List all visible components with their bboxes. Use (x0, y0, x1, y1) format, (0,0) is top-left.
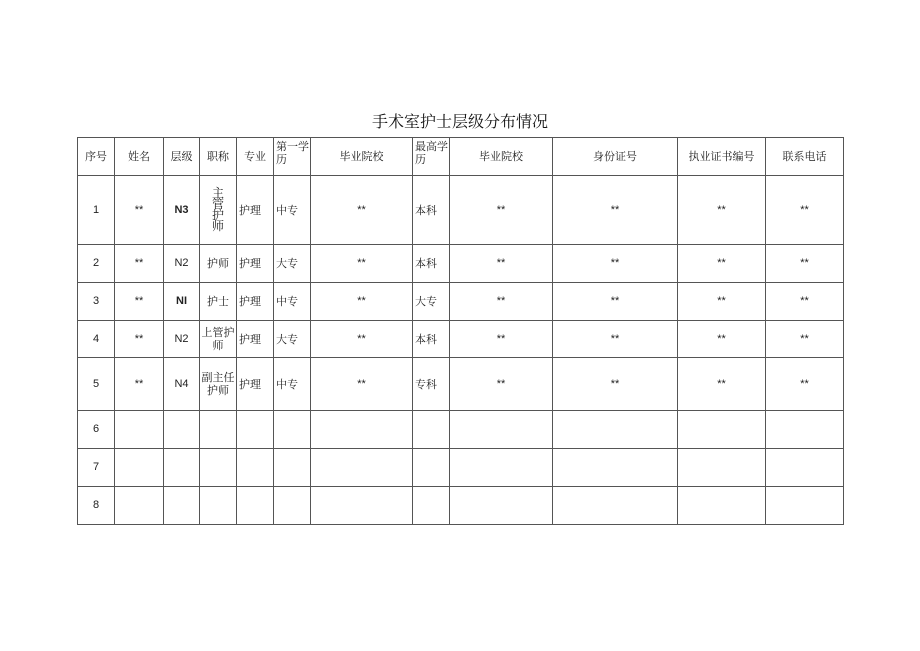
cell-highest-edu (413, 449, 450, 487)
header-name: 姓名 (115, 138, 164, 176)
cell-major: 护理 (237, 321, 274, 358)
cell-phone: ** (766, 283, 844, 321)
table-row (78, 283, 844, 321)
cell-phone (766, 449, 844, 487)
cell-phone (766, 487, 844, 525)
cell-school-1 (311, 411, 413, 449)
cell-title: 护师 (200, 245, 237, 283)
table-row (78, 321, 844, 358)
cell-phone (766, 411, 844, 449)
cell-school-2: ** (450, 176, 553, 245)
cell-major (237, 487, 274, 525)
cell-highest-edu: 本科 (413, 245, 450, 283)
table-row (78, 245, 844, 283)
header-license: 执业证书编号 (678, 138, 766, 176)
cell-level: N4 (164, 358, 200, 411)
cell-level (164, 411, 200, 449)
table-row (78, 358, 844, 411)
cell-school-2: ** (450, 283, 553, 321)
cell-school-1: ** (311, 283, 413, 321)
cell-school-2 (450, 487, 553, 525)
cell-first-edu (274, 411, 311, 449)
cell-seq: 6 (78, 411, 115, 449)
cell-major (237, 449, 274, 487)
cell-phone: ** (766, 321, 844, 358)
cell-id-no: ** (553, 358, 678, 411)
cell-seq: 2 (78, 245, 115, 283)
cell-level: N2 (164, 245, 200, 283)
cell-name: ** (115, 283, 164, 321)
cell-name: ** (115, 245, 164, 283)
cell-phone: ** (766, 245, 844, 283)
cell-phone: ** (766, 358, 844, 411)
cell-phone: ** (766, 176, 844, 245)
cell-level: N2 (164, 321, 200, 358)
cell-seq: 3 (78, 283, 115, 321)
cell-school-2: ** (450, 358, 553, 411)
header-phone: 联系电话 (766, 138, 844, 176)
cell-title (200, 411, 237, 449)
cell-title (200, 487, 237, 525)
cell-license: ** (678, 358, 766, 411)
header-id-no: 身份证号 (553, 138, 678, 176)
cell-license (678, 487, 766, 525)
cell-first-edu: 中专 (274, 358, 311, 411)
header-first-edu: 第一学历 (274, 138, 311, 176)
cell-level: NI (164, 283, 200, 321)
cell-name: ** (115, 321, 164, 358)
table-row (78, 487, 844, 525)
cell-name: ** (115, 358, 164, 411)
cell-school-1: ** (311, 321, 413, 358)
header-seq: 序号 (78, 138, 115, 176)
header-row (78, 138, 844, 176)
cell-id-no (553, 411, 678, 449)
cell-id-no: ** (553, 176, 678, 245)
cell-license (678, 449, 766, 487)
cell-first-edu (274, 449, 311, 487)
cell-title (200, 449, 237, 487)
cell-school-1: ** (311, 358, 413, 411)
cell-first-edu (274, 487, 311, 525)
table-row (78, 449, 844, 487)
cell-title: 上管护师 (200, 321, 237, 358)
cell-id-no (553, 487, 678, 525)
cell-highest-edu: 本科 (413, 176, 450, 245)
header-title: 职称 (200, 138, 237, 176)
cell-license: ** (678, 176, 766, 245)
cell-seq: 8 (78, 487, 115, 525)
cell-title: 护士 (200, 283, 237, 321)
cell-school-1 (311, 449, 413, 487)
cell-highest-edu: 大专 (413, 283, 450, 321)
cell-highest-edu: 本科 (413, 321, 450, 358)
cell-school-2 (450, 449, 553, 487)
table-row (78, 411, 844, 449)
cell-seq: 5 (78, 358, 115, 411)
cell-title: 副主任护师 (200, 358, 237, 411)
cell-highest-edu (413, 411, 450, 449)
cell-first-edu: 大专 (274, 321, 311, 358)
cell-level: N3 (164, 176, 200, 245)
header-highest-edu: 最高学历 (413, 138, 450, 176)
cell-first-edu: 中专 (274, 283, 311, 321)
cell-license: ** (678, 283, 766, 321)
cell-major: 护理 (237, 283, 274, 321)
cell-school-1: ** (311, 245, 413, 283)
cell-level (164, 487, 200, 525)
cell-school-2: ** (450, 321, 553, 358)
document-title: 手术室护士层级分布情况 (371, 112, 548, 131)
cell-license: ** (678, 245, 766, 283)
cell-id-no: ** (553, 245, 678, 283)
cell-highest-edu (413, 487, 450, 525)
cell-seq: 1 (78, 176, 115, 245)
cell-name: ** (115, 176, 164, 245)
cell-school-1 (311, 487, 413, 525)
header-major: 专业 (237, 138, 274, 176)
cell-school-2: ** (450, 245, 553, 283)
cell-license: ** (678, 321, 766, 358)
cell-title-text: 主管护师 (211, 185, 224, 233)
cell-title (200, 176, 237, 245)
cell-first-edu: 中专 (274, 176, 311, 245)
cell-seq: 7 (78, 449, 115, 487)
cell-school-1: ** (311, 176, 413, 245)
cell-school-2 (450, 411, 553, 449)
cell-major: 护理 (237, 176, 274, 245)
cell-id-no (553, 449, 678, 487)
cell-level (164, 449, 200, 487)
cell-major (237, 411, 274, 449)
cell-name (115, 487, 164, 525)
cell-name (115, 411, 164, 449)
cell-major: 护理 (237, 358, 274, 411)
cell-highest-edu: 专科 (413, 358, 450, 411)
header-school-1: 毕业院校 (311, 138, 413, 176)
cell-seq: 4 (78, 321, 115, 358)
cell-id-no: ** (553, 283, 678, 321)
header-school-2: 毕业院校 (450, 138, 553, 176)
cell-major: 护理 (237, 245, 274, 283)
table-row (78, 176, 844, 245)
header-level: 层级 (164, 138, 200, 176)
cell-license (678, 411, 766, 449)
cell-first-edu: 大专 (274, 245, 311, 283)
cell-id-no: ** (553, 321, 678, 358)
cell-name (115, 449, 164, 487)
nurse-level-table (77, 137, 844, 525)
